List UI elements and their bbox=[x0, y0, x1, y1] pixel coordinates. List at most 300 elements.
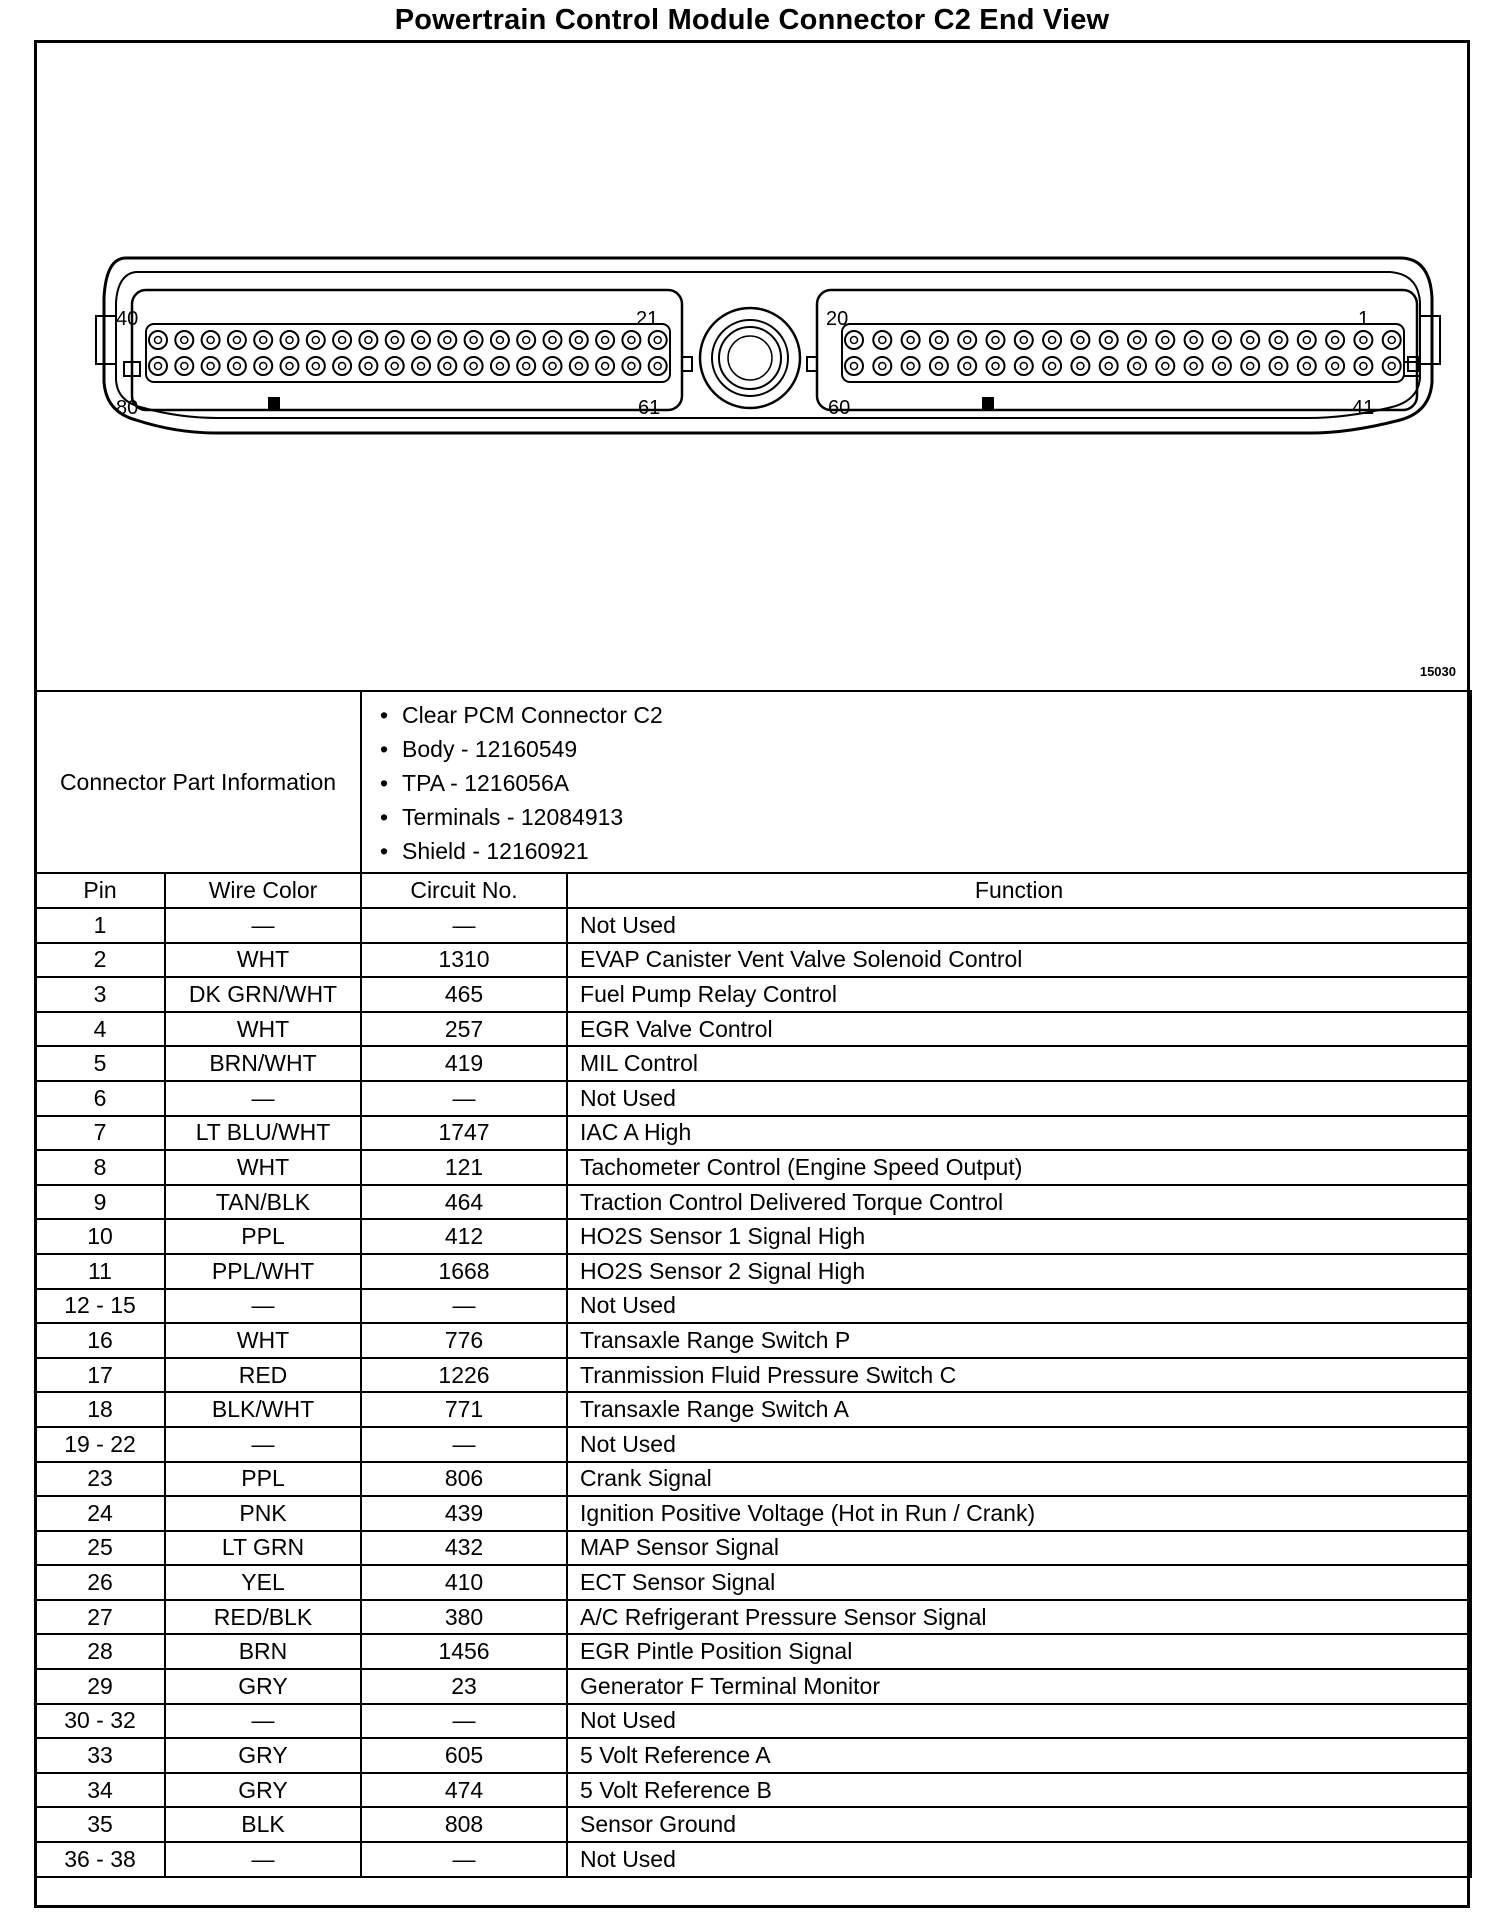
wire-color-cell: PNK bbox=[165, 1496, 361, 1531]
pin-cell: 34 bbox=[35, 1773, 165, 1808]
pin-cell: 6 bbox=[35, 1081, 165, 1116]
wire-color-cell: DK GRN/WHT bbox=[165, 977, 361, 1012]
column-header-function: Function bbox=[567, 873, 1471, 908]
terminal-contact bbox=[1360, 363, 1367, 370]
terminal-cavity bbox=[873, 331, 891, 349]
circuit-cell: 419 bbox=[361, 1046, 567, 1081]
pin-cell: 3 bbox=[35, 977, 165, 1012]
terminal-cavity bbox=[307, 357, 325, 375]
part-info-list bbox=[362, 692, 1470, 872]
pin-cell: 8 bbox=[35, 1150, 165, 1185]
terminal-cavity bbox=[1326, 331, 1344, 349]
function-cell: Fuel Pump Relay Control bbox=[567, 977, 1471, 1012]
terminal-contact bbox=[602, 363, 609, 370]
terminal-cavity bbox=[930, 331, 948, 349]
terminal-cavity bbox=[1326, 357, 1344, 375]
function-cell: MIL Control bbox=[567, 1046, 1471, 1081]
terminal-cavity bbox=[202, 357, 220, 375]
circuit-cell: 474 bbox=[361, 1773, 567, 1808]
terminal-cavity bbox=[465, 331, 483, 349]
wire-color-cell: — bbox=[165, 1704, 361, 1739]
terminal-contact bbox=[549, 363, 556, 370]
terminal-cavity bbox=[1015, 357, 1033, 375]
function-cell: EGR Valve Control bbox=[567, 1012, 1471, 1047]
terminal-cavity bbox=[386, 331, 404, 349]
table-row bbox=[35, 1634, 1471, 1669]
column-header-circuit: Circuit No. bbox=[361, 873, 567, 908]
wire-color-cell: WHT bbox=[165, 943, 361, 978]
terminal-contact bbox=[851, 363, 858, 370]
table-row bbox=[35, 1289, 1471, 1324]
terminal-cavity bbox=[1100, 357, 1118, 375]
wire-color-cell: BRN/WHT bbox=[165, 1046, 361, 1081]
terminal-contact bbox=[523, 337, 530, 344]
table-row bbox=[35, 1738, 1471, 1773]
terminal-contact bbox=[1049, 337, 1056, 344]
circuit-cell: — bbox=[361, 1427, 567, 1462]
wire-color-cell: PPL bbox=[165, 1462, 361, 1497]
wire-color-cell: LT GRN bbox=[165, 1531, 361, 1566]
wire-color-cell: GRY bbox=[165, 1738, 361, 1773]
column-header-wire-color: Wire Color bbox=[165, 873, 361, 908]
terminal-contact bbox=[1332, 363, 1339, 370]
table-row bbox=[35, 1773, 1471, 1808]
circuit-cell: — bbox=[361, 1081, 567, 1116]
terminal-cavity bbox=[281, 357, 299, 375]
function-cell: Transaxle Range Switch P bbox=[567, 1323, 1471, 1358]
terminal-cavity bbox=[175, 357, 193, 375]
center-jack bbox=[700, 308, 800, 408]
terminal-contact bbox=[851, 337, 858, 344]
wire-color-cell: BLK/WHT bbox=[165, 1392, 361, 1427]
table-row bbox=[35, 943, 1471, 978]
table-row bbox=[35, 1116, 1471, 1151]
function-cell: 5 Volt Reference A bbox=[567, 1738, 1471, 1773]
pin-cell: 11 bbox=[35, 1254, 165, 1289]
terminal-cavity bbox=[1100, 331, 1118, 349]
wire-color-cell: — bbox=[165, 908, 361, 943]
pin-cell: 9 bbox=[35, 1185, 165, 1220]
column-header-pin: Pin bbox=[35, 873, 165, 908]
pin-cell: 12 - 15 bbox=[35, 1289, 165, 1324]
function-cell: Generator F Terminal Monitor bbox=[567, 1669, 1471, 1704]
terminal-contact bbox=[233, 337, 240, 344]
table-row bbox=[35, 1046, 1471, 1081]
terminal-cavity bbox=[1156, 357, 1174, 375]
function-cell: Tranmission Fluid Pressure Switch C bbox=[567, 1358, 1471, 1393]
wire-color-cell: PPL bbox=[165, 1219, 361, 1254]
wire-color-cell: RED/BLK bbox=[165, 1600, 361, 1635]
circuit-cell: 1310 bbox=[361, 943, 567, 978]
pin-table bbox=[34, 690, 1472, 1878]
table-row bbox=[35, 1358, 1471, 1393]
terminal-contact bbox=[181, 337, 188, 344]
pin-cell: 19 - 22 bbox=[35, 1427, 165, 1462]
terminal-contact bbox=[207, 363, 214, 370]
terminal-contact bbox=[312, 337, 319, 344]
terminal-cavity bbox=[544, 331, 562, 349]
part-info-item: • Shield - 12160921 bbox=[402, 834, 1470, 868]
terminal-cavity bbox=[596, 331, 614, 349]
terminal-contact bbox=[1247, 337, 1254, 344]
part-info-item: • Clear PCM Connector C2 bbox=[402, 698, 1470, 732]
terminal-contact bbox=[1388, 363, 1395, 370]
terminal-contact bbox=[1218, 363, 1225, 370]
terminal-contact bbox=[964, 363, 971, 370]
circuit-cell: 121 bbox=[361, 1150, 567, 1185]
terminal-contact bbox=[207, 337, 214, 344]
wire-color-cell: BRN bbox=[165, 1634, 361, 1669]
terminal-cavity bbox=[438, 331, 456, 349]
terminal-contact bbox=[155, 337, 162, 344]
function-cell: ECT Sensor Signal bbox=[567, 1565, 1471, 1600]
terminal-contact bbox=[575, 363, 582, 370]
terminal-contact bbox=[879, 337, 886, 344]
table-row bbox=[35, 1842, 1471, 1877]
pin-cell: 18 bbox=[35, 1392, 165, 1427]
function-cell: Transaxle Range Switch A bbox=[567, 1392, 1471, 1427]
terminal-contact bbox=[470, 337, 477, 344]
terminal-cavity bbox=[873, 357, 891, 375]
pin-cell: 28 bbox=[35, 1634, 165, 1669]
table-row bbox=[35, 1807, 1471, 1842]
circuit-cell: 1456 bbox=[361, 1634, 567, 1669]
pin-label-1: 1 bbox=[1358, 308, 1370, 330]
pin-label-60: 60 bbox=[828, 397, 851, 419]
wire-color-cell: YEL bbox=[165, 1565, 361, 1600]
terminal-cavity bbox=[333, 357, 351, 375]
terminal-contact bbox=[1049, 363, 1056, 370]
terminal-contact bbox=[391, 337, 398, 344]
table-row bbox=[35, 1704, 1471, 1739]
terminal-cavity bbox=[438, 357, 456, 375]
function-cell: Not Used bbox=[567, 1081, 1471, 1116]
pin-label-41: 41 bbox=[1352, 397, 1375, 419]
pin-cell: 2 bbox=[35, 943, 165, 978]
pin-cell: 17 bbox=[35, 1358, 165, 1393]
terminal-contact bbox=[602, 337, 609, 344]
pin-cell: 25 bbox=[35, 1531, 165, 1566]
circuit-cell: 776 bbox=[361, 1323, 567, 1358]
drawing-number: 15030 bbox=[1419, 664, 1456, 679]
terminal-cavity bbox=[491, 331, 509, 349]
terminal-cavity bbox=[412, 357, 430, 375]
part-info-item: • Terminals - 12084913 bbox=[402, 800, 1470, 834]
circuit-cell: 380 bbox=[361, 1600, 567, 1635]
circuit-cell: 465 bbox=[361, 977, 567, 1012]
terminal-contact bbox=[1332, 337, 1339, 344]
table-row bbox=[35, 1185, 1471, 1220]
terminal-contact bbox=[365, 337, 372, 344]
function-cell: EVAP Canister Vent Valve Solenoid Control bbox=[567, 943, 1471, 978]
table-row bbox=[35, 1323, 1471, 1358]
terminal-contact bbox=[444, 337, 451, 344]
terminal-cavity bbox=[1071, 331, 1089, 349]
terminal-contact bbox=[391, 363, 398, 370]
terminal-contact bbox=[992, 337, 999, 344]
part-info-item: • Body - 12160549 bbox=[402, 732, 1470, 766]
terminal-cavity bbox=[1241, 357, 1259, 375]
table-row bbox=[35, 1496, 1471, 1531]
terminal-contact bbox=[260, 337, 267, 344]
page-title: Powertrain Control Module Connector C2 End View bbox=[394, 4, 1110, 36]
terminal-contact bbox=[418, 363, 425, 370]
circuit-cell: — bbox=[361, 1842, 567, 1877]
pin-cell: 24 bbox=[35, 1496, 165, 1531]
terminal-cavity bbox=[228, 357, 246, 375]
terminal-cavity bbox=[1043, 331, 1061, 349]
circuit-cell: 1226 bbox=[361, 1358, 567, 1393]
part-info-cell bbox=[361, 691, 1471, 873]
terminal-contact bbox=[286, 337, 293, 344]
terminal-contact bbox=[1020, 363, 1027, 370]
pin-label-40: 40 bbox=[116, 308, 139, 330]
table-row bbox=[35, 1600, 1471, 1635]
pin-cell: 5 bbox=[35, 1046, 165, 1081]
terminal-cavity bbox=[1156, 331, 1174, 349]
terminal-cavity bbox=[930, 357, 948, 375]
terminal-cavity bbox=[517, 357, 535, 375]
circuit-cell: 257 bbox=[361, 1012, 567, 1047]
pin-cell: 10 bbox=[35, 1219, 165, 1254]
terminal-contact bbox=[907, 337, 914, 344]
function-cell: A/C Refrigerant Pressure Sensor Signal bbox=[567, 1600, 1471, 1635]
pin-cell: 7 bbox=[35, 1116, 165, 1151]
terminal-cavity bbox=[149, 357, 167, 375]
terminal-contact bbox=[496, 363, 503, 370]
terminal-contact bbox=[1105, 337, 1112, 344]
terminal-cavity bbox=[845, 331, 863, 349]
terminal-cavity bbox=[1270, 331, 1288, 349]
part-info-label: Connector Part Information bbox=[35, 691, 361, 873]
part-info-item: • TPA - 1216056A bbox=[402, 766, 1470, 800]
wire-color-cell: GRY bbox=[165, 1669, 361, 1704]
terminal-contact bbox=[1247, 363, 1254, 370]
terminal-contact bbox=[1105, 363, 1112, 370]
terminal-contact bbox=[1275, 363, 1282, 370]
pin-cell: 26 bbox=[35, 1565, 165, 1600]
terminal-cavity bbox=[1298, 331, 1316, 349]
terminal-contact bbox=[1134, 337, 1141, 344]
terminal-contact bbox=[260, 363, 267, 370]
table-row bbox=[35, 1150, 1471, 1185]
wire-color-cell: BLK bbox=[165, 1807, 361, 1842]
circuit-cell: 412 bbox=[361, 1219, 567, 1254]
circuit-cell: 432 bbox=[361, 1531, 567, 1566]
terminal-cavity bbox=[570, 357, 588, 375]
table-row bbox=[35, 1669, 1471, 1704]
terminal-cavity bbox=[254, 331, 272, 349]
part-info-row bbox=[35, 691, 1471, 873]
function-cell: Ignition Positive Voltage (Hot in Run / Crank) bbox=[567, 1496, 1471, 1531]
terminal-contact bbox=[286, 363, 293, 370]
terminal-cavity bbox=[1213, 331, 1231, 349]
pin-cell: 35 bbox=[35, 1807, 165, 1842]
terminal-contact bbox=[879, 363, 886, 370]
terminal-contact bbox=[523, 363, 530, 370]
pin-label-80: 80 bbox=[116, 397, 139, 419]
circuit-cell: 410 bbox=[361, 1565, 567, 1600]
terminal-contact bbox=[1077, 337, 1084, 344]
wire-color-cell: WHT bbox=[165, 1012, 361, 1047]
terminal-contact bbox=[181, 363, 188, 370]
circuit-cell: 439 bbox=[361, 1496, 567, 1531]
pin-cell: 27 bbox=[35, 1600, 165, 1635]
wire-color-cell: — bbox=[165, 1081, 361, 1116]
terminal-contact bbox=[1077, 363, 1084, 370]
table-row bbox=[35, 1081, 1471, 1116]
terminal-contact bbox=[233, 363, 240, 370]
wire-color-cell: WHT bbox=[165, 1323, 361, 1358]
table-row bbox=[35, 1531, 1471, 1566]
terminal-contact bbox=[1190, 363, 1197, 370]
pin-label-61: 61 bbox=[638, 397, 661, 419]
terminal-contact bbox=[654, 337, 661, 344]
terminal-contact bbox=[964, 337, 971, 344]
wire-color-cell: RED bbox=[165, 1358, 361, 1393]
table-row bbox=[35, 908, 1471, 943]
terminal-cavity bbox=[307, 331, 325, 349]
function-cell: HO2S Sensor 1 Signal High bbox=[567, 1219, 1471, 1254]
table-row bbox=[35, 1565, 1471, 1600]
pin-cell: 4 bbox=[35, 1012, 165, 1047]
function-cell: HO2S Sensor 2 Signal High bbox=[567, 1254, 1471, 1289]
terminal-contact bbox=[496, 337, 503, 344]
terminal-cavity bbox=[412, 331, 430, 349]
circuit-cell: 605 bbox=[361, 1738, 567, 1773]
function-cell: Not Used bbox=[567, 1427, 1471, 1462]
terminal-cavity bbox=[1354, 357, 1372, 375]
terminal-contact bbox=[470, 363, 477, 370]
connector-diagram bbox=[34, 40, 1470, 692]
function-cell: Traction Control Delivered Torque Control bbox=[567, 1185, 1471, 1220]
pin-cell: 30 - 32 bbox=[35, 1704, 165, 1739]
terminal-cavity bbox=[544, 357, 562, 375]
terminal-contact bbox=[1388, 337, 1395, 344]
pin-label-20: 20 bbox=[826, 308, 849, 330]
function-cell: MAP Sensor Signal bbox=[567, 1531, 1471, 1566]
terminal-cavity bbox=[1270, 357, 1288, 375]
pin-cell: 16 bbox=[35, 1323, 165, 1358]
terminal-contact bbox=[339, 363, 346, 370]
wire-color-cell: PPL/WHT bbox=[165, 1254, 361, 1289]
function-cell: EGR Pintle Position Signal bbox=[567, 1634, 1471, 1669]
terminal-cavity bbox=[902, 331, 920, 349]
pin-cell: 33 bbox=[35, 1738, 165, 1773]
terminal-contact bbox=[628, 337, 635, 344]
pin-cell: 36 - 38 bbox=[35, 1842, 165, 1877]
terminal-cavity bbox=[1213, 357, 1231, 375]
function-cell: IAC A High bbox=[567, 1116, 1471, 1151]
wire-color-cell: GRY bbox=[165, 1773, 361, 1808]
terminal-contact bbox=[1134, 363, 1141, 370]
terminal-cavity bbox=[1298, 357, 1316, 375]
terminal-contact bbox=[654, 363, 661, 370]
terminal-cavity bbox=[359, 331, 377, 349]
function-cell: Not Used bbox=[567, 908, 1471, 943]
function-cell: Sensor Ground bbox=[567, 1807, 1471, 1842]
table-row bbox=[35, 1254, 1471, 1289]
terminal-cavity bbox=[517, 331, 535, 349]
terminal-cavity bbox=[845, 357, 863, 375]
terminal-cavity bbox=[1071, 357, 1089, 375]
terminal-cavity bbox=[1241, 331, 1259, 349]
pin-label-21: 21 bbox=[636, 308, 659, 330]
terminal-contact bbox=[1190, 337, 1197, 344]
circuit-cell: — bbox=[361, 908, 567, 943]
terminal-cavity bbox=[622, 331, 640, 349]
terminal-cavity bbox=[570, 331, 588, 349]
circuit-cell: 464 bbox=[361, 1185, 567, 1220]
circuit-cell: 806 bbox=[361, 1462, 567, 1497]
terminal-cavity bbox=[491, 357, 509, 375]
terminal-contact bbox=[992, 363, 999, 370]
terminal-cavity bbox=[622, 357, 640, 375]
terminal-contact bbox=[628, 363, 635, 370]
terminal-contact bbox=[1218, 337, 1225, 344]
terminal-contact bbox=[339, 337, 346, 344]
wire-color-cell: — bbox=[165, 1289, 361, 1324]
terminal-contact bbox=[1360, 337, 1367, 344]
terminal-cavity bbox=[1185, 331, 1203, 349]
terminal-contact bbox=[935, 337, 942, 344]
wire-color-cell: — bbox=[165, 1427, 361, 1462]
terminal-cavity bbox=[649, 331, 667, 349]
function-cell: Not Used bbox=[567, 1289, 1471, 1324]
table-row bbox=[35, 1427, 1471, 1462]
function-cell: Not Used bbox=[567, 1704, 1471, 1739]
terminal-cavity bbox=[359, 357, 377, 375]
terminal-contact bbox=[907, 363, 914, 370]
pin-field-right bbox=[845, 331, 1401, 375]
table-row bbox=[35, 1012, 1471, 1047]
terminal-cavity bbox=[465, 357, 483, 375]
circuit-cell: — bbox=[361, 1704, 567, 1739]
terminal-contact bbox=[1303, 337, 1310, 344]
terminal-cavity bbox=[1383, 331, 1401, 349]
circuit-cell: 1668 bbox=[361, 1254, 567, 1289]
terminal-contact bbox=[155, 363, 162, 370]
terminal-contact bbox=[418, 337, 425, 344]
terminal-cavity bbox=[649, 357, 667, 375]
terminal-contact bbox=[935, 363, 942, 370]
function-cell: Tachometer Control (Engine Speed Output) bbox=[567, 1150, 1471, 1185]
table-row bbox=[35, 1462, 1471, 1497]
circuit-cell: 771 bbox=[361, 1392, 567, 1427]
terminal-cavity bbox=[1015, 331, 1033, 349]
terminal-contact bbox=[1303, 363, 1310, 370]
terminal-contact bbox=[1162, 363, 1169, 370]
circuit-cell: 1747 bbox=[361, 1116, 567, 1151]
terminal-contact bbox=[549, 337, 556, 344]
terminal-contact bbox=[365, 363, 372, 370]
terminal-contact bbox=[312, 363, 319, 370]
pin-cell: 23 bbox=[35, 1462, 165, 1497]
terminal-cavity bbox=[175, 331, 193, 349]
pin-cell: 29 bbox=[35, 1669, 165, 1704]
terminal-cavity bbox=[1354, 331, 1372, 349]
wire-color-cell: — bbox=[165, 1842, 361, 1877]
terminal-contact bbox=[444, 363, 451, 370]
function-cell: Crank Signal bbox=[567, 1462, 1471, 1497]
terminal-cavity bbox=[1383, 357, 1401, 375]
pin-cell: 1 bbox=[35, 908, 165, 943]
table-row bbox=[35, 1392, 1471, 1427]
wire-color-cell: TAN/BLK bbox=[165, 1185, 361, 1220]
terminal-cavity bbox=[149, 331, 167, 349]
cavity-blocks bbox=[132, 290, 1417, 410]
table-header-row bbox=[35, 873, 1471, 908]
